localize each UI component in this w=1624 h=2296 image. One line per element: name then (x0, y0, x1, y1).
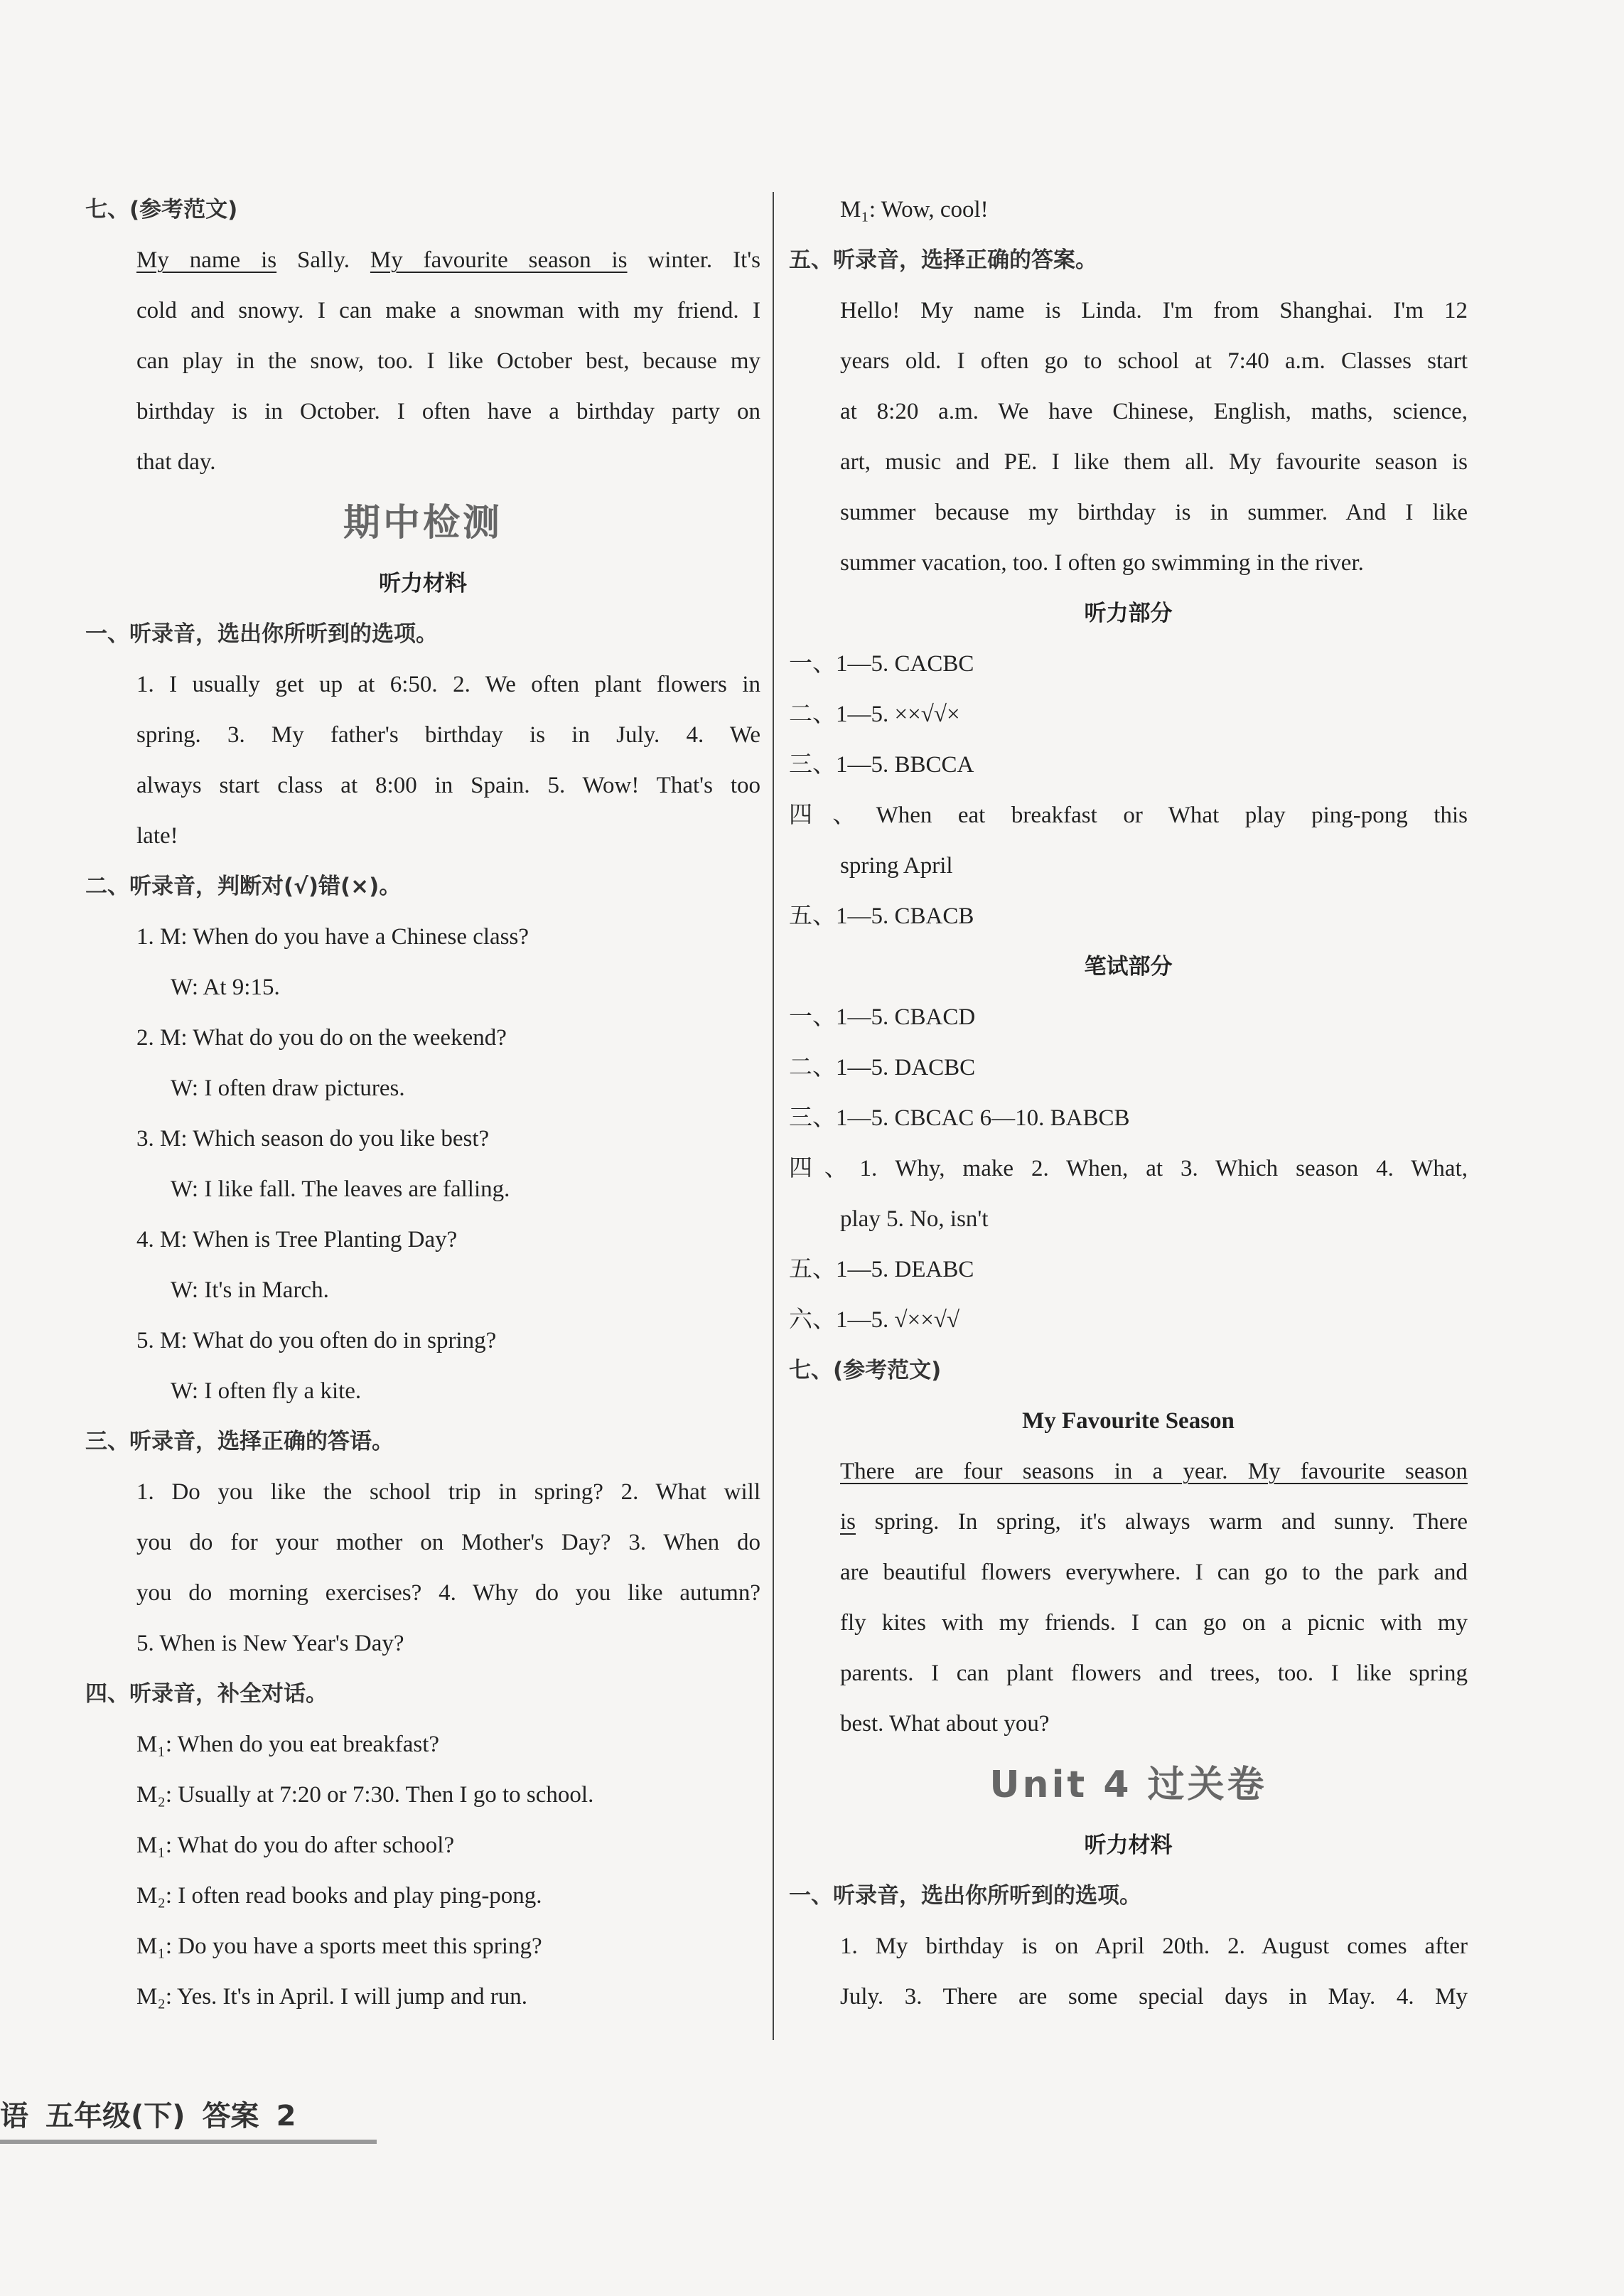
answer-line: 六、1—5. √××√√ (789, 1307, 960, 1333)
essay2-line (789, 1447, 1468, 1497)
essay1-line: birthday is in October. I often have a birthday party on (136, 399, 760, 424)
part5-line: Hello! My name is Linda. I'm from Shanghai. I'm 12 (840, 298, 1468, 323)
dialog-line: W: I like fall. The leaves are falling. (171, 1176, 510, 1202)
part1-heading: 一、听录音，选出你所听到的选项。 (85, 621, 438, 647)
answer-line: 二、1—5. DACBC (789, 1055, 976, 1080)
answer-line: 五、1—5. CBACB (789, 903, 974, 929)
essay2-line: best. What about you? (840, 1711, 1050, 1737)
part5-line: summer because my birthday is in summer. And I like (840, 500, 1468, 525)
listening-material-subtitle: 听力材料 (1084, 1833, 1173, 1858)
underlined-phrase: My favourite season is (370, 247, 628, 273)
underlined-phrase: My name is (136, 247, 277, 273)
dialog-line: M₂: Yes. It's in April. I will jump and run. (136, 1984, 528, 2010)
section-7-heading: 七、(参考范文) (85, 197, 238, 222)
part1-line: late! (136, 823, 178, 849)
essay1-line: cold and snowy. I can make a snowman with my friend. I (136, 298, 760, 323)
part5-line: art, music and PE. I like them all. My favourite season is (840, 449, 1468, 475)
part1-line: always start class at 8:00 in Spain. 5. Wow! That's too (136, 773, 760, 798)
essay1-line: that day. (136, 449, 216, 475)
dialog-line: 5. M: What do you often do in spring? (136, 1328, 497, 1353)
underlined-phrase: There are four seasons in a year. My favourite season (840, 1459, 1468, 1484)
section-7-heading: 七、(参考范文) (789, 1358, 942, 1383)
unit4-title: Unit 4 过关卷 (989, 1764, 1267, 1806)
right-column (789, 185, 1468, 2022)
left-column (85, 185, 760, 2022)
footer-grade: 五年级(下) (45, 2100, 185, 2133)
essay2-line: fly kites with my friends. I can go on a picnic with my (840, 1610, 1468, 1636)
dialog-line: 1. M: When do you have a Chinese class? (136, 924, 529, 950)
essay1-line: can play in the snow, too. I like October best, because my (136, 348, 760, 374)
part4-heading: 四、听录音，补全对话。 (85, 1681, 328, 1707)
answer-line: 二、1—5. ××√√× (789, 702, 960, 727)
essay2-line: parents. I can plant flowers and trees, too. I like spring (840, 1661, 1468, 1686)
dialog-line: M₂: I often read books and play ping-pong. (136, 1883, 542, 1909)
dialog-line: M₁: What do you do after school? (136, 1833, 455, 1858)
part1-line: 1. I usually get up at 6:50. 2. We often plant flowers in (136, 672, 760, 697)
unit4-part1-line: July. 3. There are some special days in May. 4. My (840, 1984, 1468, 2010)
essay2-line: is spring. In spring, it's always warm and sunny. There (840, 1509, 1468, 1535)
answer-line: 一、1—5. CACBC (789, 651, 974, 677)
written-part-subtitle: 笔试部分 (1084, 954, 1173, 980)
part3-line: 5. When is New Year's Day? (136, 1631, 404, 1656)
dialog-line: M₁: Wow, cool! (840, 197, 989, 222)
part5-line: years old. I often go to school at 7:40 a.m. Classes start (840, 348, 1468, 374)
column-divider (773, 192, 774, 2040)
underlined-phrase: is (840, 1509, 856, 1535)
unit4-part1-heading: 一、听录音，选出你所听到的选项。 (789, 1883, 1141, 1909)
answer-line: 三、1—5. BBCCA (789, 752, 974, 778)
part5-heading: 五、听录音，选择正确的答案。 (789, 247, 1097, 273)
answer-line: spring April (840, 853, 953, 879)
dialog-line: 2. M: What do you do on the weekend? (136, 1025, 507, 1051)
part3-line: you do for your mother on Mother's Day? 3. When do (136, 1530, 760, 1555)
listening-material-subtitle: 听力材料 (379, 571, 467, 596)
page-footer (0, 2093, 313, 2143)
footer-bar (0, 2140, 377, 2144)
page-number: 2 (276, 2100, 296, 2133)
dialog-line: W: It's in March. (171, 1277, 329, 1303)
dialog-line: 4. M: When is Tree Planting Day? (136, 1227, 458, 1252)
footer-answer: 答案 (202, 2100, 259, 2133)
footer-subject: 语 (0, 2100, 28, 2133)
answer-line: 四、1. Why, make 2. When, at 3. Which season 4. What, (789, 1156, 1468, 1181)
part1-line: spring. 3. My father's birthday is in July. 4. We (136, 722, 760, 748)
answer-line: 四、When eat breakfast or What play ping-pong this (789, 803, 1468, 828)
dialog-line: M₁: Do you have a sports meet this spring? (136, 1933, 542, 1959)
answer-line: 三、1—5. CBCAC 6—10. BABCB (789, 1105, 1130, 1131)
midterm-title: 期中检测 (343, 502, 502, 545)
essay1-line: My name is Sally. My favourite season is winter. It's (136, 247, 761, 273)
answer-line: play 5. No, isn't (840, 1206, 989, 1232)
essay-title: My Favourite Season (1022, 1408, 1235, 1434)
part5-line: at 8:20 a.m. We have Chinese, English, maths, science, (840, 399, 1468, 424)
part3-heading: 三、听录音，选择正确的答语。 (85, 1429, 394, 1454)
listening-part-subtitle: 听力部分 (1084, 601, 1173, 626)
dialog-line: M₁: When do you eat breakfast? (136, 1732, 440, 1757)
part5-line: summer vacation, too. I often go swimming in the river. (840, 550, 1364, 576)
unit4-part1-line: 1. My birthday is on April 20th. 2. August comes after (840, 1933, 1468, 1959)
dialog-line: W: At 9:15. (171, 975, 280, 1000)
answer-line: 一、1—5. CBACD (789, 1004, 976, 1030)
dialog-line: W: I often draw pictures. (171, 1075, 405, 1101)
essay2-line: are beautiful flowers everywhere. I can go to the park and (840, 1560, 1468, 1585)
part2-heading: 二、听录音，判断对(√)错(×)。 (85, 874, 402, 899)
dialog-line: 3. M: Which season do you like best? (136, 1126, 490, 1152)
part3-line: 1. Do you like the school trip in spring? 2. What will (136, 1479, 760, 1505)
dialog-line: W: I often fly a kite. (171, 1378, 362, 1404)
part3-line: you do morning exercises? 4. Why do you like autumn? (136, 1580, 760, 1606)
answer-line: 五、1—5. DEABC (789, 1257, 974, 1282)
dialog-line: M₂: Usually at 7:20 or 7:30. Then I go to school. (136, 1782, 594, 1808)
